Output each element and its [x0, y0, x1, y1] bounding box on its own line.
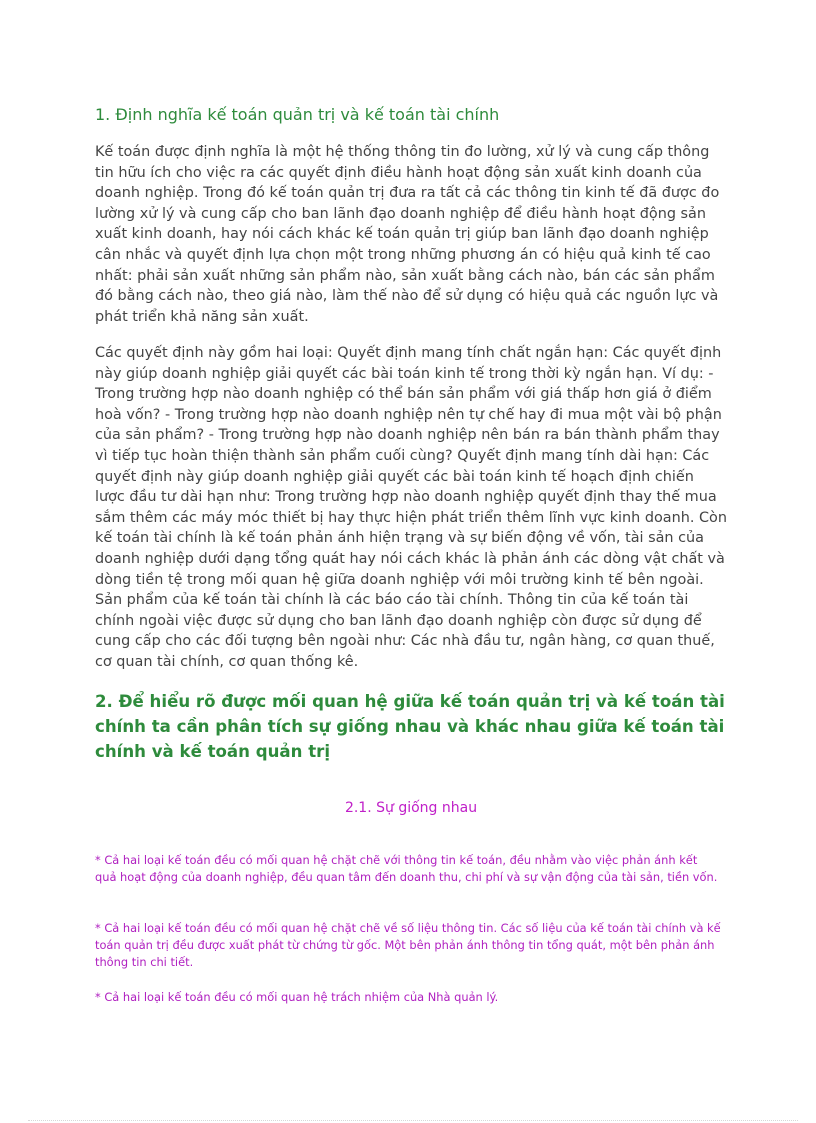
section-2-1-subheading: 2.1. Sự giống nhau [344, 800, 478, 816]
section-1-heading: 1. Định nghĩa kế toán quản trị và kế toán tài chính [95, 105, 500, 124]
section-1-paragraph-decisions: Các quyết định này gồm hai loại: Quyết định mang tính chất ngắn hạn: Các quyết định này giúp doanh nghiệp giải quyết các bài toán kinh tế trong thời kỳ ngắn hạn. Ví dụ: - Trong trường hợp nào doanh nghiệp có thể bán sản phẩm với giá thấp hơn giá ở điểm hoà vốn? - Trong trường hợp nào doanh nghiệp nên tự chế hay đi mua một vài bộ phận của sản phẩm? - Trong trường hợp nào doanh nghiệp nên bán ra bán thành phẩm thay vì tiếp tục hoàn thiện thành sản phẩm cuối cùng? Quyết định mang tính dài hạn: Các quyết định này giúp doanh nghiệp giải quyết các bài toán kinh tế hoạch định chiến lược đầu tư dài hạn như: Trong trường hợp nào doanh nghiệp quyết định thay thế mua sắm thêm các máy móc thiết bị hay thực hiện phát triển thêm lĩnh vực kinh doanh. Còn kế toán tài chính là kế toán phản ánh hiện trạng và sự biến động về vốn, tài sản của doanh nghiệp dưới dạng tổng quát hay nói cách khác là phản ánh các dòng vật chất và dòng tiền tệ trong mối quan hệ giữa doanh nghiệp với môi trường kinh tế bên ngoài. Sản phẩm của kế toán tài chính là các báo cáo tài chính. Thông tin của kế toán tài chính ngoài việc được sử dụng cho ban lãnh đạo doanh nghiệp còn được sử dụng để cung cấp cho các đối tượng bên ngoài như: Các nhà đầu tư, ngân hàng, cơ quan thuế, cơ quan tài chính, cơ quan thống kê. [95, 345, 727, 670]
page-bottom-divider [28, 1120, 798, 1121]
similarity-note-2: * Cả hai loại kế toán đều có mối quan hệ chặt chẽ về số liệu thông tin. Các số liệu của kế toán tài chính và kế toán quản trị đều được xuất phát từ chứng từ gốc. Một bên phản ánh thông tin tổng quát, một bên phản ánh thông tin chi tiết. [95, 921, 721, 969]
section-2-heading: 2. Để hiểu rõ được mối quan hệ giữa kế toán quản trị và kế toán tài chính ta cần phân tích sự giống nhau và khác nhau giữa kế toán tài chính và kế toán quản trị [95, 692, 725, 761]
section-1-paragraph-definition: Kế toán được định nghĩa là một hệ thống thông tin đo lường, xử lý và cung cấp thông tin hữu ích cho việc ra các quyết định điều hành hoạt động sản xuất kinh doanh của doanh nghiệp. Trong đó kế toán quản trị đưa ra tất cả các thông tin kinh tế đã được đo lường xử lý và cung cấp cho ban lãnh đạo doanh nghiệp để điều hành hoạt động sản xuất kinh doanh, hay nói cách khác kế toán quản trị giúp ban lãnh đạo doanh nghiệp cân nhắc và quyết định lựa chọn một trong những phương án có hiệu quả kinh tế cao nhất: phải sản xuất những sản phẩm nào, sản xuất bằng cách nào, bán các sản phẩm đó bằng cách nào, theo giá nào, làm thế nào để sử dụng có hiệu quả các nguồn lực và phát triển khả năng sản xuất. [95, 144, 720, 325]
similarity-note-1: * Cả hai loại kế toán đều có mối quan hệ chặt chẽ với thông tin kế toán, đều nhằm vào việc phản ánh kết quả hoạt động của doanh nghiệp, đều quan tâm đến doanh thu, chi phí và sự vận động của tài sản, tiền vốn. [95, 853, 718, 884]
similarity-note-3: * Cả hai loại kế toán đều có mối quan hệ trách nhiệm của Nhà quản lý. [95, 990, 499, 1004]
